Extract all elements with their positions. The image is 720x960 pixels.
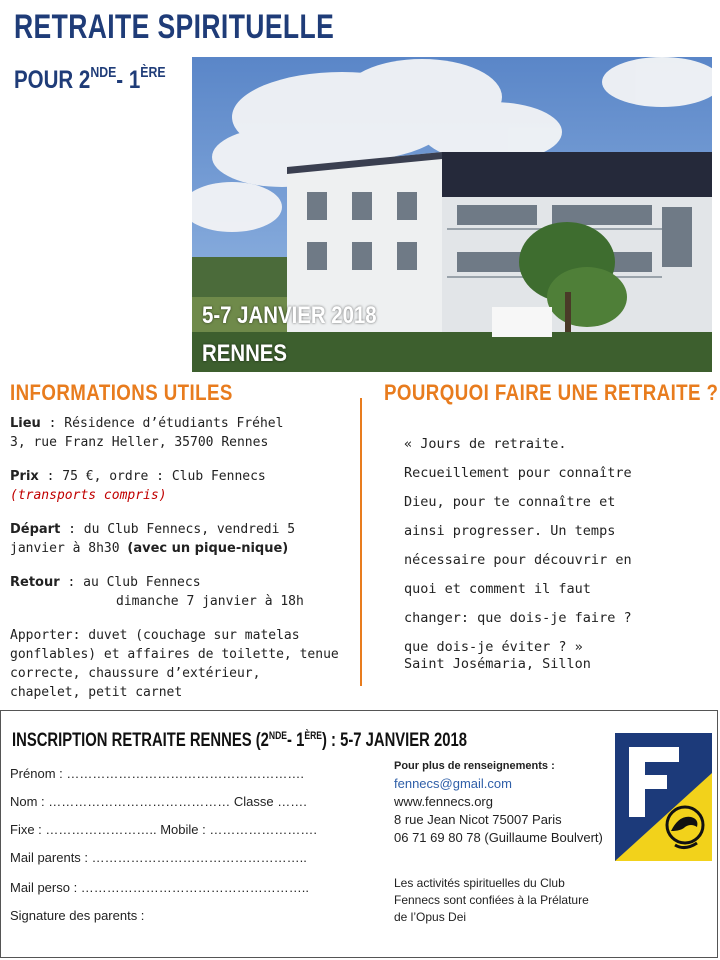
phone-fields[interactable]: Fixe : …………………….. Mobile : ……………………. <box>10 822 317 837</box>
fennecs-logo-icon <box>615 733 712 861</box>
form-title-mid: - 1 <box>287 730 305 751</box>
prix-label: Prix <box>10 469 39 484</box>
quote-line: Dieu, pour te connaître et <box>404 494 616 510</box>
registration-title <box>12 730 467 752</box>
mail-parents-field[interactable]: Mail parents : ………………………………………….. <box>10 850 307 865</box>
event-city: RENNES <box>202 340 288 367</box>
form-title-suffix: ) : 5-7 JANVIER 2018 <box>321 730 467 751</box>
subtitle-mid: - 1 <box>116 66 141 94</box>
column-divider <box>360 398 362 686</box>
lieu-address: 3, rue Franz Heller, 35700 Rennes <box>10 435 269 450</box>
depart-bold: (avec un pique-nique) <box>127 541 289 556</box>
apporter-line: correcte, chaussure d’extérieur, <box>10 666 261 681</box>
depart-text-2: janvier à 8h30 <box>10 541 128 556</box>
page-title: RETRAITE SPIRITUELLE <box>14 8 335 46</box>
depart-text: : du Club Fennecs, vendredi 5 <box>60 522 296 537</box>
info-retour <box>10 573 355 611</box>
prenom-field[interactable]: Prénom : ………………………………………………. <box>10 766 304 781</box>
contact-heading: Pour plus de renseignements : <box>394 760 555 772</box>
lieu-text: : Résidence d’étudiants Fréhel <box>40 416 284 431</box>
opus-dei-note-line: Les activités spirituelles du Club <box>394 876 565 890</box>
info-apporter <box>10 626 355 702</box>
form-title-prefix: INSCRIPTION RETRAITE RENNES (2 <box>12 730 269 751</box>
quote-line: nécessaire pour découvrir en <box>404 552 632 568</box>
retreat-quote <box>404 430 704 662</box>
contact-website[interactable]: www.fennecs.org <box>394 794 493 809</box>
form-title-sup-2: ÈRE <box>304 730 322 742</box>
lieu-label: Lieu <box>10 416 41 431</box>
form-title-sup-1: NDE <box>268 730 288 742</box>
retour-text: : au Club Fennecs <box>59 575 201 590</box>
opus-dei-note-line: Fennecs sont confiées à la Prélature <box>394 893 589 907</box>
apporter-line: gonflables) et affaires de toilette, tenue <box>10 647 339 662</box>
depart-label: Départ <box>10 522 61 537</box>
quote-line: changer: que dois-je faire ? <box>404 610 632 626</box>
club-fennecs-logo <box>615 733 712 861</box>
subtitle-sup-2: ÈRE <box>140 64 166 81</box>
signature-field[interactable]: Signature des parents : <box>10 908 145 923</box>
prix-note: (transports compris) <box>10 488 167 503</box>
quote-author: Saint Josémaria, Sillon <box>404 656 591 672</box>
quote-line: « Jours de retraite. <box>404 436 567 452</box>
opus-dei-note-line: de l’Opus Dei <box>394 910 467 924</box>
why-heading: POURQUOI FAIRE UNE RETRAITE ? <box>384 380 719 405</box>
retour-label: Retour <box>10 575 60 590</box>
event-date: 5-7 JANVIER 2018 <box>202 302 377 329</box>
apporter-line: chapelet, petit carnet <box>10 685 183 700</box>
apporter-line: Apporter: duvet (couchage sur matelas <box>10 628 300 643</box>
quote-line: que dois-je éviter ? » <box>404 639 583 655</box>
info-heading: INFORMATIONS UTILES <box>10 380 233 405</box>
info-lieu <box>10 414 355 452</box>
contact-address: 8 rue Jean Nicot 75007 Paris <box>394 812 562 827</box>
prix-text: : 75 €, ordre : Club Fennecs <box>38 469 266 484</box>
retour-text-2: dimanche 7 janvier à 18h <box>116 594 304 609</box>
nom-classe-field[interactable]: Nom : …………………………………… Classe ……. <box>10 794 307 809</box>
contact-phone: 06 71 69 80 78 (Guillaume Boulvert) <box>394 830 603 845</box>
quote-line: ainsi progresser. Un temps <box>404 523 616 539</box>
page-subtitle <box>14 66 166 95</box>
mail-perso-field[interactable]: Mail perso : …………………………………………….. <box>10 880 310 895</box>
quote-line: quoi et comment il faut <box>404 581 591 597</box>
subtitle-prefix: POUR 2 <box>14 66 91 94</box>
info-prix <box>10 467 355 505</box>
quote-line: Recueillement pour connaître <box>404 465 632 481</box>
info-depart <box>10 520 355 558</box>
subtitle-sup-1: NDE <box>90 64 117 81</box>
contact-email-link[interactable]: fennecs@gmail.com <box>394 776 512 791</box>
